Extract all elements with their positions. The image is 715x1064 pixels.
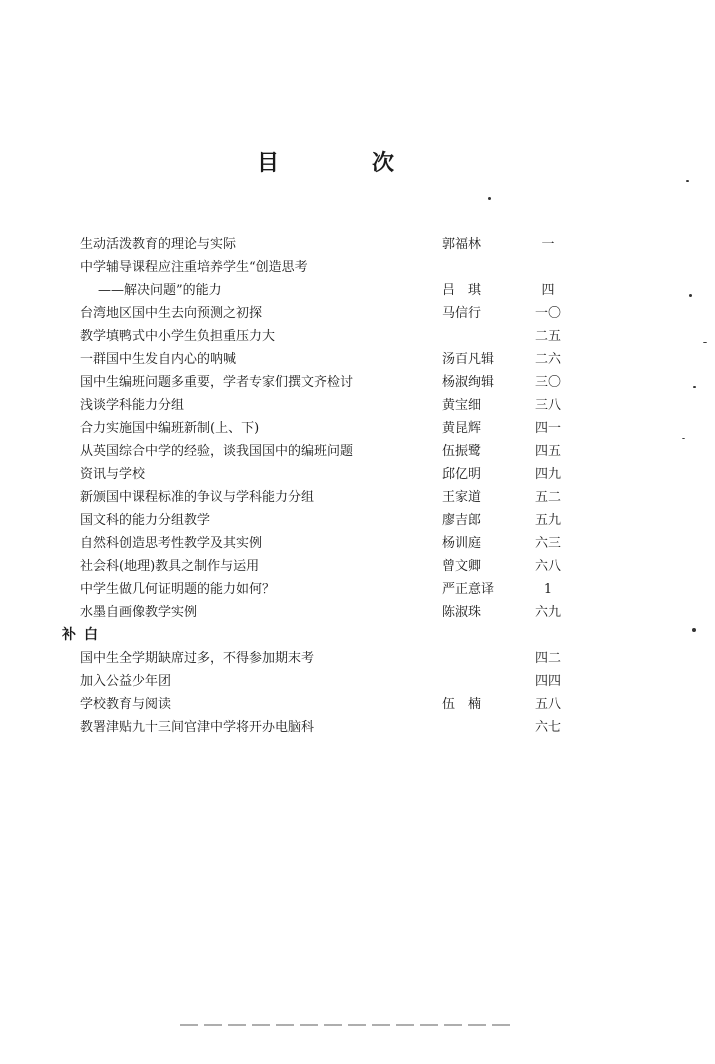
toc-entry — [62, 348, 582, 371]
supplement-entry — [62, 716, 582, 739]
entry-page: 六三 — [534, 536, 561, 551]
entry-page: 1 — [543, 582, 553, 597]
supplement-entry — [62, 670, 582, 693]
toc-entry — [62, 371, 582, 394]
scan-speck — [703, 342, 707, 343]
entry-author: 杨训庭 — [442, 536, 482, 551]
entry-author: 曾文卿 — [442, 559, 482, 574]
page-title-char-2: 次 — [372, 151, 395, 176]
toc-entry — [62, 532, 582, 555]
entry-author: 伍振鹭 — [442, 444, 482, 459]
entry-page: 五八 — [534, 697, 561, 712]
entry-title: 一群国中生发自内心的呐喊 — [80, 352, 237, 367]
entry-author: 严正意译 — [442, 582, 495, 597]
entry-author: 吕 琪 — [442, 283, 482, 298]
entry-title: 教学填鸭式中小学生负担重压力大 — [80, 329, 276, 344]
toc-entry — [62, 325, 582, 348]
entry-title: 资讯与学校 — [80, 467, 146, 482]
toc-entry — [62, 417, 582, 440]
toc-entry — [62, 555, 582, 578]
entry-title: 社会科(地理)教具之制作与运用 — [80, 559, 260, 574]
entry-author: 王家道 — [442, 490, 482, 505]
entry-title: 加入公益少年团 — [80, 674, 172, 689]
entry-author: 伍 楠 — [442, 697, 482, 712]
scan-speck — [682, 438, 685, 439]
entry-title: 国中生全学期缺席过多，不得参加期末考 — [80, 651, 315, 666]
entry-title: 教署津贴九十三间官津中学将开办电脑科 — [80, 720, 315, 735]
entry-author: 陈淑珠 — [442, 605, 482, 620]
entry-page: 六九 — [534, 605, 561, 620]
entry-page: 三八 — [534, 398, 561, 413]
entry-title: 学校教育与阅读 — [80, 697, 172, 712]
table-of-contents — [62, 233, 582, 739]
entry-page: 四四 — [534, 674, 561, 689]
entry-page: 二六 — [534, 352, 561, 367]
toc-entry — [62, 601, 582, 624]
scan-edge-line — [180, 1024, 510, 1026]
entry-page: 五二 — [534, 490, 561, 505]
toc-entry — [62, 302, 582, 325]
entry-page: 四九 — [534, 467, 561, 482]
entry-page: 三〇 — [534, 375, 561, 390]
scan-speck — [689, 294, 692, 297]
entry-title: 水墨自画像教学实例 — [80, 605, 198, 620]
entry-author: 郭福林 — [442, 237, 482, 252]
entry-page: 四五 — [534, 444, 561, 459]
toc-entry — [62, 256, 582, 279]
entry-page: 六七 — [534, 720, 561, 735]
entry-title: 新颁国中课程标准的争议与学科能力分组 — [80, 490, 315, 505]
toc-entry — [62, 578, 582, 601]
supplement-heading — [62, 624, 582, 647]
toc-entry — [62, 394, 582, 417]
toc-entry — [62, 486, 582, 509]
toc-entry — [62, 463, 582, 486]
entry-page: 五九 — [534, 513, 561, 528]
entry-page: 一 — [541, 237, 555, 252]
supplement-heading-label: 补白 — [62, 627, 106, 643]
entry-title: 从英国综合中学的经验，谈我国国中的编班问题 — [80, 444, 354, 459]
toc-entry — [62, 233, 582, 256]
entry-title: 国中生编班问题多重要，学者专家们撰文齐检讨 — [80, 375, 354, 390]
entry-page: 二五 — [534, 329, 561, 344]
entry-page: 四 — [541, 283, 555, 298]
entry-author: 邱亿明 — [442, 467, 482, 482]
entry-title: 中学辅导课程应注重培养学生“创造思考 — [80, 260, 308, 275]
supplement-entry — [62, 693, 582, 716]
entry-author: 马信行 — [442, 306, 482, 321]
entry-title: 自然科创造思考性教学及其实例 — [80, 536, 263, 551]
entry-title: 浅谈学科能力分组 — [80, 398, 185, 413]
entry-author: 廖吉郎 — [442, 513, 482, 528]
entry-author: 黄宝细 — [442, 398, 482, 413]
entry-author: 杨淑绚辑 — [442, 375, 495, 390]
entry-title: 国文科的能力分组教学 — [80, 513, 211, 528]
entry-author: 汤百凡辑 — [442, 352, 495, 367]
toc-entry — [62, 509, 582, 532]
entry-title: ——解决问题”的能力 — [98, 283, 222, 298]
entry-author: 黄昆辉 — [442, 421, 482, 436]
entry-title: 中学生做几何证明题的能力如何？ — [80, 582, 276, 597]
entry-page: 六八 — [534, 559, 561, 574]
toc-entry — [62, 279, 582, 302]
entry-title: 合力实施国中编班新制(上、下) — [80, 421, 260, 436]
scan-speck — [488, 197, 491, 200]
page-title — [250, 146, 410, 176]
entry-title: 台湾地区国中生去向预测之初探 — [80, 306, 263, 321]
scan-speck — [692, 628, 696, 632]
supplement-entry — [62, 647, 582, 670]
toc-entry — [62, 440, 582, 463]
page-title-char-1: 目 — [257, 151, 280, 176]
entry-page: 四二 — [534, 651, 561, 666]
entry-page: 一〇 — [534, 306, 561, 321]
entry-page: 四一 — [534, 421, 561, 436]
scan-speck — [686, 180, 689, 182]
scan-speck — [693, 386, 696, 388]
entry-title: 生动活泼教育的理论与实际 — [80, 237, 237, 252]
